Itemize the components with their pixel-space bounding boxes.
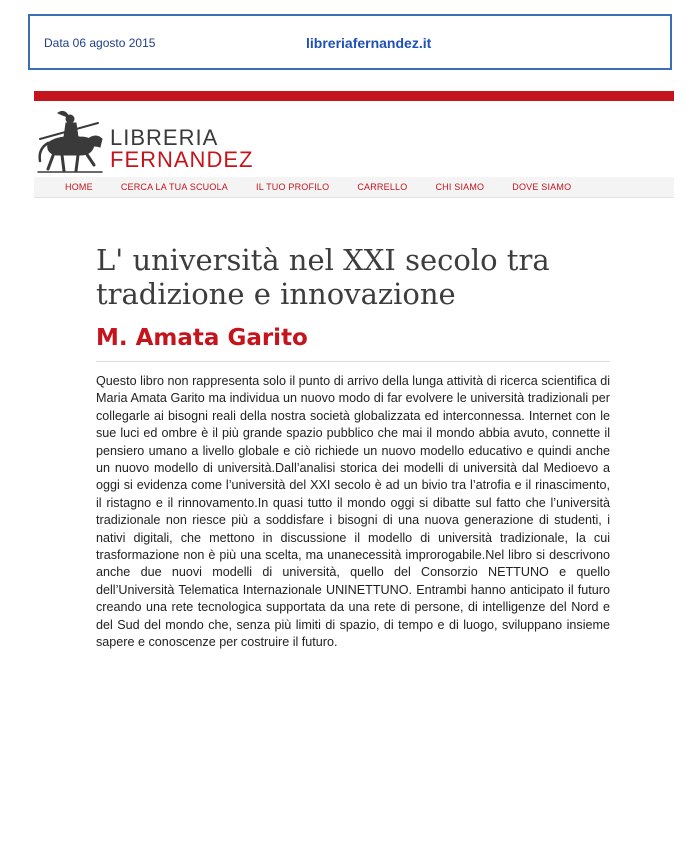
article-body: Questo libro non rappresenta solo il punto di arrivo della lunga attività di ricerca scientifica di Maria Amata Garito ma individua un nuovo modo di far evolvere le università tradizionali per collegarle ai bisogni reali della nostra società globalizzata ed interconnessa. Internet con le sue luci ed ombre è il più grande spazio pubblico che mai il mondo abbia avuto, connette il pensiero umano a livello globale e ciò richiede un nuovo modello educativo e quindi anche un nuovo modello di università.Dall’analisi storica dei modelli di università dal Medioevo a oggi si evidenza come l’università del XXI secolo è ad un bivio tra l’atrofia e il rinascimento, il ristagno e il rinnovamento.In quasi tutto il mondo oggi si dibatte sul fatto che l’università tradizionale non riesce più a soddisfare i bisogni di una nuova generazione di studenti, i nativi digitali, che mettono in discussione il modello di università tradizionale, la cui trasformazione non è più una scelta, ma unanecessità improrogabile.Nel libro si descrivono anche due nuovi modelli di università, quello del Consorzio NETTUNO e quello dell’Università Telematica Internazionale UNINETTUNO. Entrambi hanno anticipato il futuro creando una rete tecnologica supportata da una rete di persone, di intelligenze del Nord e del Sud del mondo che, senza più limiti di spazio, di tempo e di luogo, sviluppano insieme sapere e conoscenze per costruire il futuro. (96, 374, 610, 650)
knight-on-horse-icon (34, 109, 106, 173)
header-box (28, 14, 672, 70)
nav-cerca-scuola[interactable]: CERCA LA TUA SCUOLA (120, 182, 228, 192)
nav-carrello[interactable]: CARRELLO (357, 182, 408, 192)
site-name[interactable]: libreriafernandez.it (306, 35, 432, 51)
nav-profilo[interactable]: IL TUO PROFILO (256, 182, 330, 192)
nav-home[interactable]: HOME (65, 182, 93, 192)
article-author: M. Amata Garito (96, 325, 308, 351)
red-banner-bar (34, 91, 674, 101)
site-logo[interactable] (34, 109, 254, 173)
nav-chi-siamo[interactable]: CHI SIAMO (435, 182, 485, 192)
logo-word-fernandez: FERNANDEZ (110, 147, 254, 172)
main-navigation (34, 177, 674, 198)
divider (96, 361, 610, 362)
publication-date: Data 06 agosto 2015 (44, 36, 156, 50)
article-title: L' università nel XXI secolo tra tradizione e innovazione (96, 243, 550, 311)
logo-word-libreria: LIBRERIA (110, 125, 219, 150)
nav-dove-siamo[interactable]: DOVE SIAMO (512, 182, 572, 192)
